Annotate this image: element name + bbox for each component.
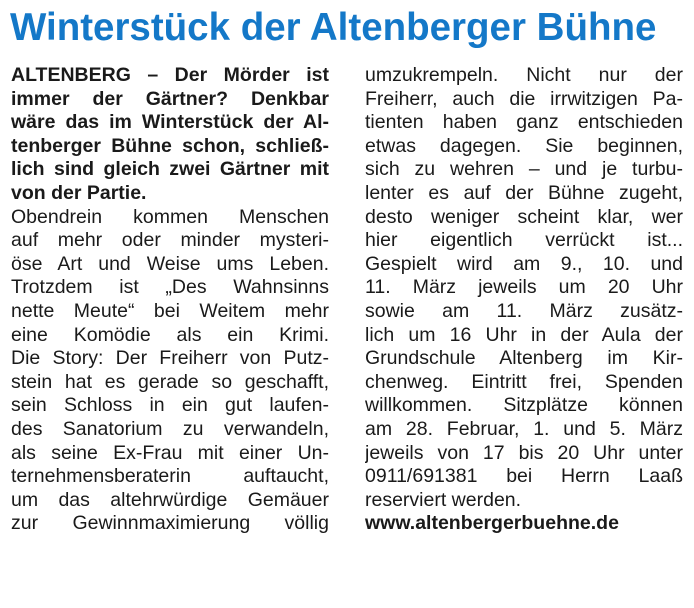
body-line: Grundschule Altenberg im Kir- [365,347,683,370]
body-line: um das altehrwürdige Gemäuer [11,488,329,511]
body-line: chenweg. Eintritt frei, Spenden [365,370,683,393]
body-line: sein Schloss in ein gut laufen- [11,394,329,417]
article-column-left [11,64,329,536]
lead-line: tenberger Bühne schon, schließ- [11,134,329,157]
body-line: stein hat es gerade so geschafft, [11,370,329,393]
body-line: tienten haben ganz entschieden [365,111,683,134]
body-line: lenter es auf der Bühne zugeht, [365,181,683,204]
body-line: hier eigentlich verrückt ist... [365,229,683,252]
headline: Winterstück der Altenberger Bühne [10,6,657,49]
body-line: 11. März jeweils um 20 Uhr [365,276,683,299]
lead-line: immer der Gärtner? Denkbar [11,87,329,110]
website-link[interactable]: www.altenbergerbuehne.de [365,512,619,535]
body-line: ternehmensberaterin auftaucht, [11,465,329,488]
body-line: auf mehr oder minder mysteri- [11,229,329,252]
body-line: nette Meute“ bei Weitem mehr [11,299,329,322]
body-line: Trotzdem ist „Des Wahnsinns [11,276,329,299]
body-line: reserviert werden. [365,488,522,511]
article-column-right [365,64,683,536]
body-line: öse Art und Weise ums Leben. [11,252,329,275]
body-line: Obendrein kommen Menschen [11,205,329,228]
body-line: lich um 16 Uhr in der Aula der [365,323,683,346]
lead-line: von der Partie. [11,181,147,204]
body-line: sowie am 11. März zusätz- [365,299,683,322]
body-line: eine Komödie als ein Krimi. [11,323,329,346]
body-line: des Sanatorium zu verwandeln, [11,417,329,440]
body-line: umzukrempeln. Nicht nur der [365,64,683,86]
body-line: 0911/691381 bei Herrn Laaß [365,465,683,488]
body-line: desto weniger scheint klar, wer [365,205,683,228]
body-line: willkommen. Sitzplätze können [365,394,683,417]
body-line: am 28. Februar, 1. und 5. März [365,417,683,440]
lead-line: lich sind gleich zwei Gärtner mit [11,158,329,181]
lead-line: ALTENBERG – Der Mörder ist [11,64,329,86]
lead-line: wäre das im Winterstück der Al- [11,111,329,134]
body-line: Gespielt wird am 9., 10. und [365,252,683,275]
body-line: Die Story: Der Freiherr von Putz- [11,347,329,370]
body-line: sich zu wehren – und je turbu- [365,158,683,181]
body-line: etwas dagegen. Sie beginnen, [365,134,683,157]
body-line: als seine Ex-Frau mit einer Un- [11,441,329,464]
body-line: Freiherr, auch die irrwitzigen Pa- [365,87,683,110]
body-line: jeweils von 17 bis 20 Uhr unter [365,441,683,464]
body-line: zur Gewinnmaximierung völlig [11,512,329,535]
